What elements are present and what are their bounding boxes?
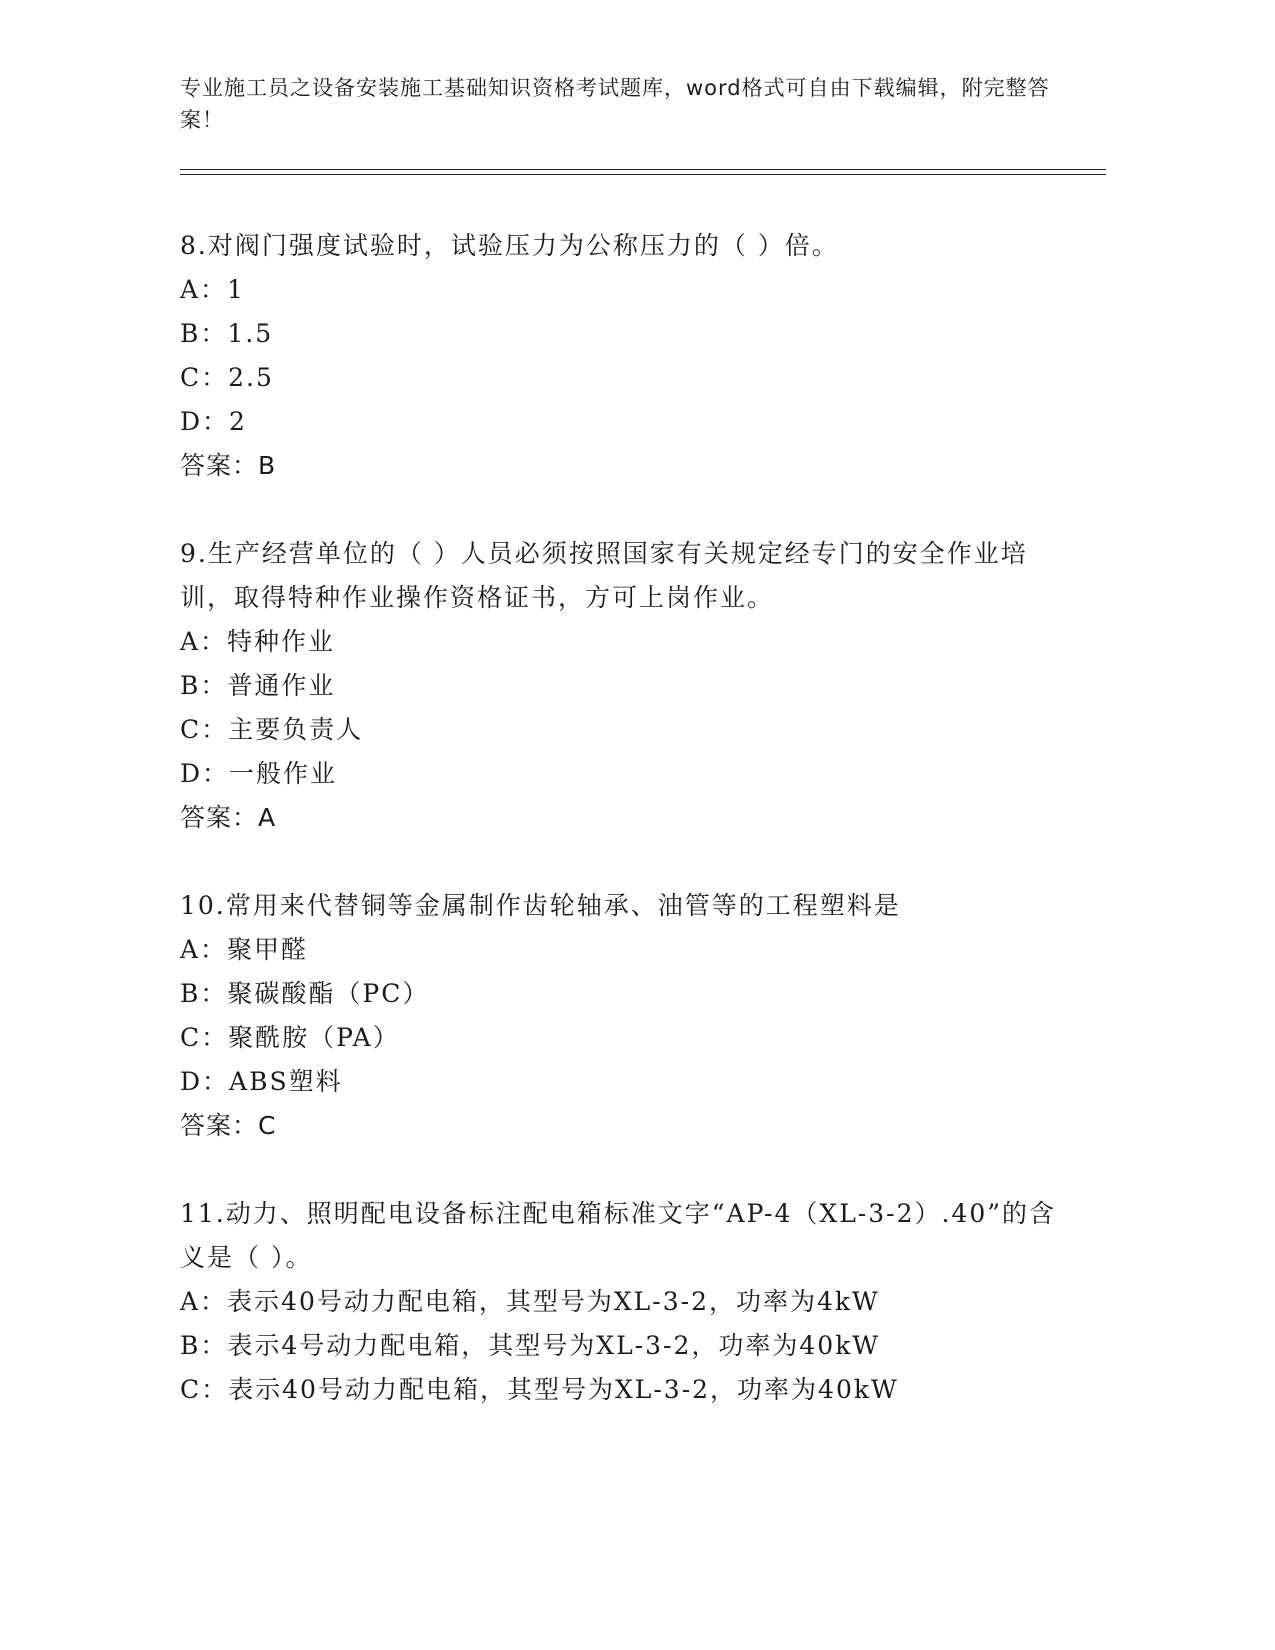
answer-line: 答案：A xyxy=(180,803,277,832)
question-text: 10.常用来代替铜等金属制作齿轮轴承、油管等的工程塑料是 xyxy=(180,891,901,920)
question-text: 11.动力、照明配电设备标注配电箱标准文字“AP-4（XL-3-2）.40”的含义是（ ）。 xyxy=(180,1199,1057,1272)
option-c: C：聚酰胺（PA） xyxy=(180,1023,400,1052)
option-a: A：1 xyxy=(180,275,245,304)
option-b: B：聚碳酸酯（PC） xyxy=(180,979,430,1008)
question-10 xyxy=(180,884,1060,1148)
option-d: D：一般作业 xyxy=(180,759,338,788)
header-divider-top xyxy=(180,169,1106,170)
option-a: A：表示40号动力配电箱，其型号为XL-3-2，功率为4kW xyxy=(180,1287,880,1316)
option-c: C：2.5 xyxy=(180,363,274,392)
option-a: A：特种作业 xyxy=(180,627,336,656)
header-divider-bottom xyxy=(180,174,1106,175)
answer-line: 答案：B xyxy=(180,451,277,480)
question-8 xyxy=(180,224,1060,488)
question-11 xyxy=(180,1192,1060,1412)
question-text: 8.对阀门强度试验时，试验压力为公称压力的（ ）倍。 xyxy=(180,231,839,260)
option-b: B：1.5 xyxy=(180,319,274,348)
option-a: A：聚甲醛 xyxy=(180,935,309,964)
question-9 xyxy=(180,532,1060,840)
document-header: 专业施工员之设备安装施工基础知识资格考试题库，word格式可自由下载编辑，附完整答案！ xyxy=(180,76,1050,132)
option-b: B：表示4号动力配电箱，其型号为XL-3-2，功率为40kW xyxy=(180,1331,881,1360)
option-c: C：表示40号动力配电箱，其型号为XL-3-2，功率为40kW xyxy=(180,1375,899,1404)
question-text: 9.生产经营单位的（ ）人员必须按照国家有关规定经专门的安全作业培训，取得特种作业操作资格证书，方可上岗作业。 xyxy=(180,539,1028,612)
option-d: D：ABS塑料 xyxy=(180,1067,343,1096)
answer-line: 答案：C xyxy=(180,1111,277,1140)
option-b: B：普通作业 xyxy=(180,671,336,700)
question-list xyxy=(180,224,1060,1456)
option-d: D：2 xyxy=(180,407,247,436)
option-c: C：主要负责人 xyxy=(180,715,364,744)
